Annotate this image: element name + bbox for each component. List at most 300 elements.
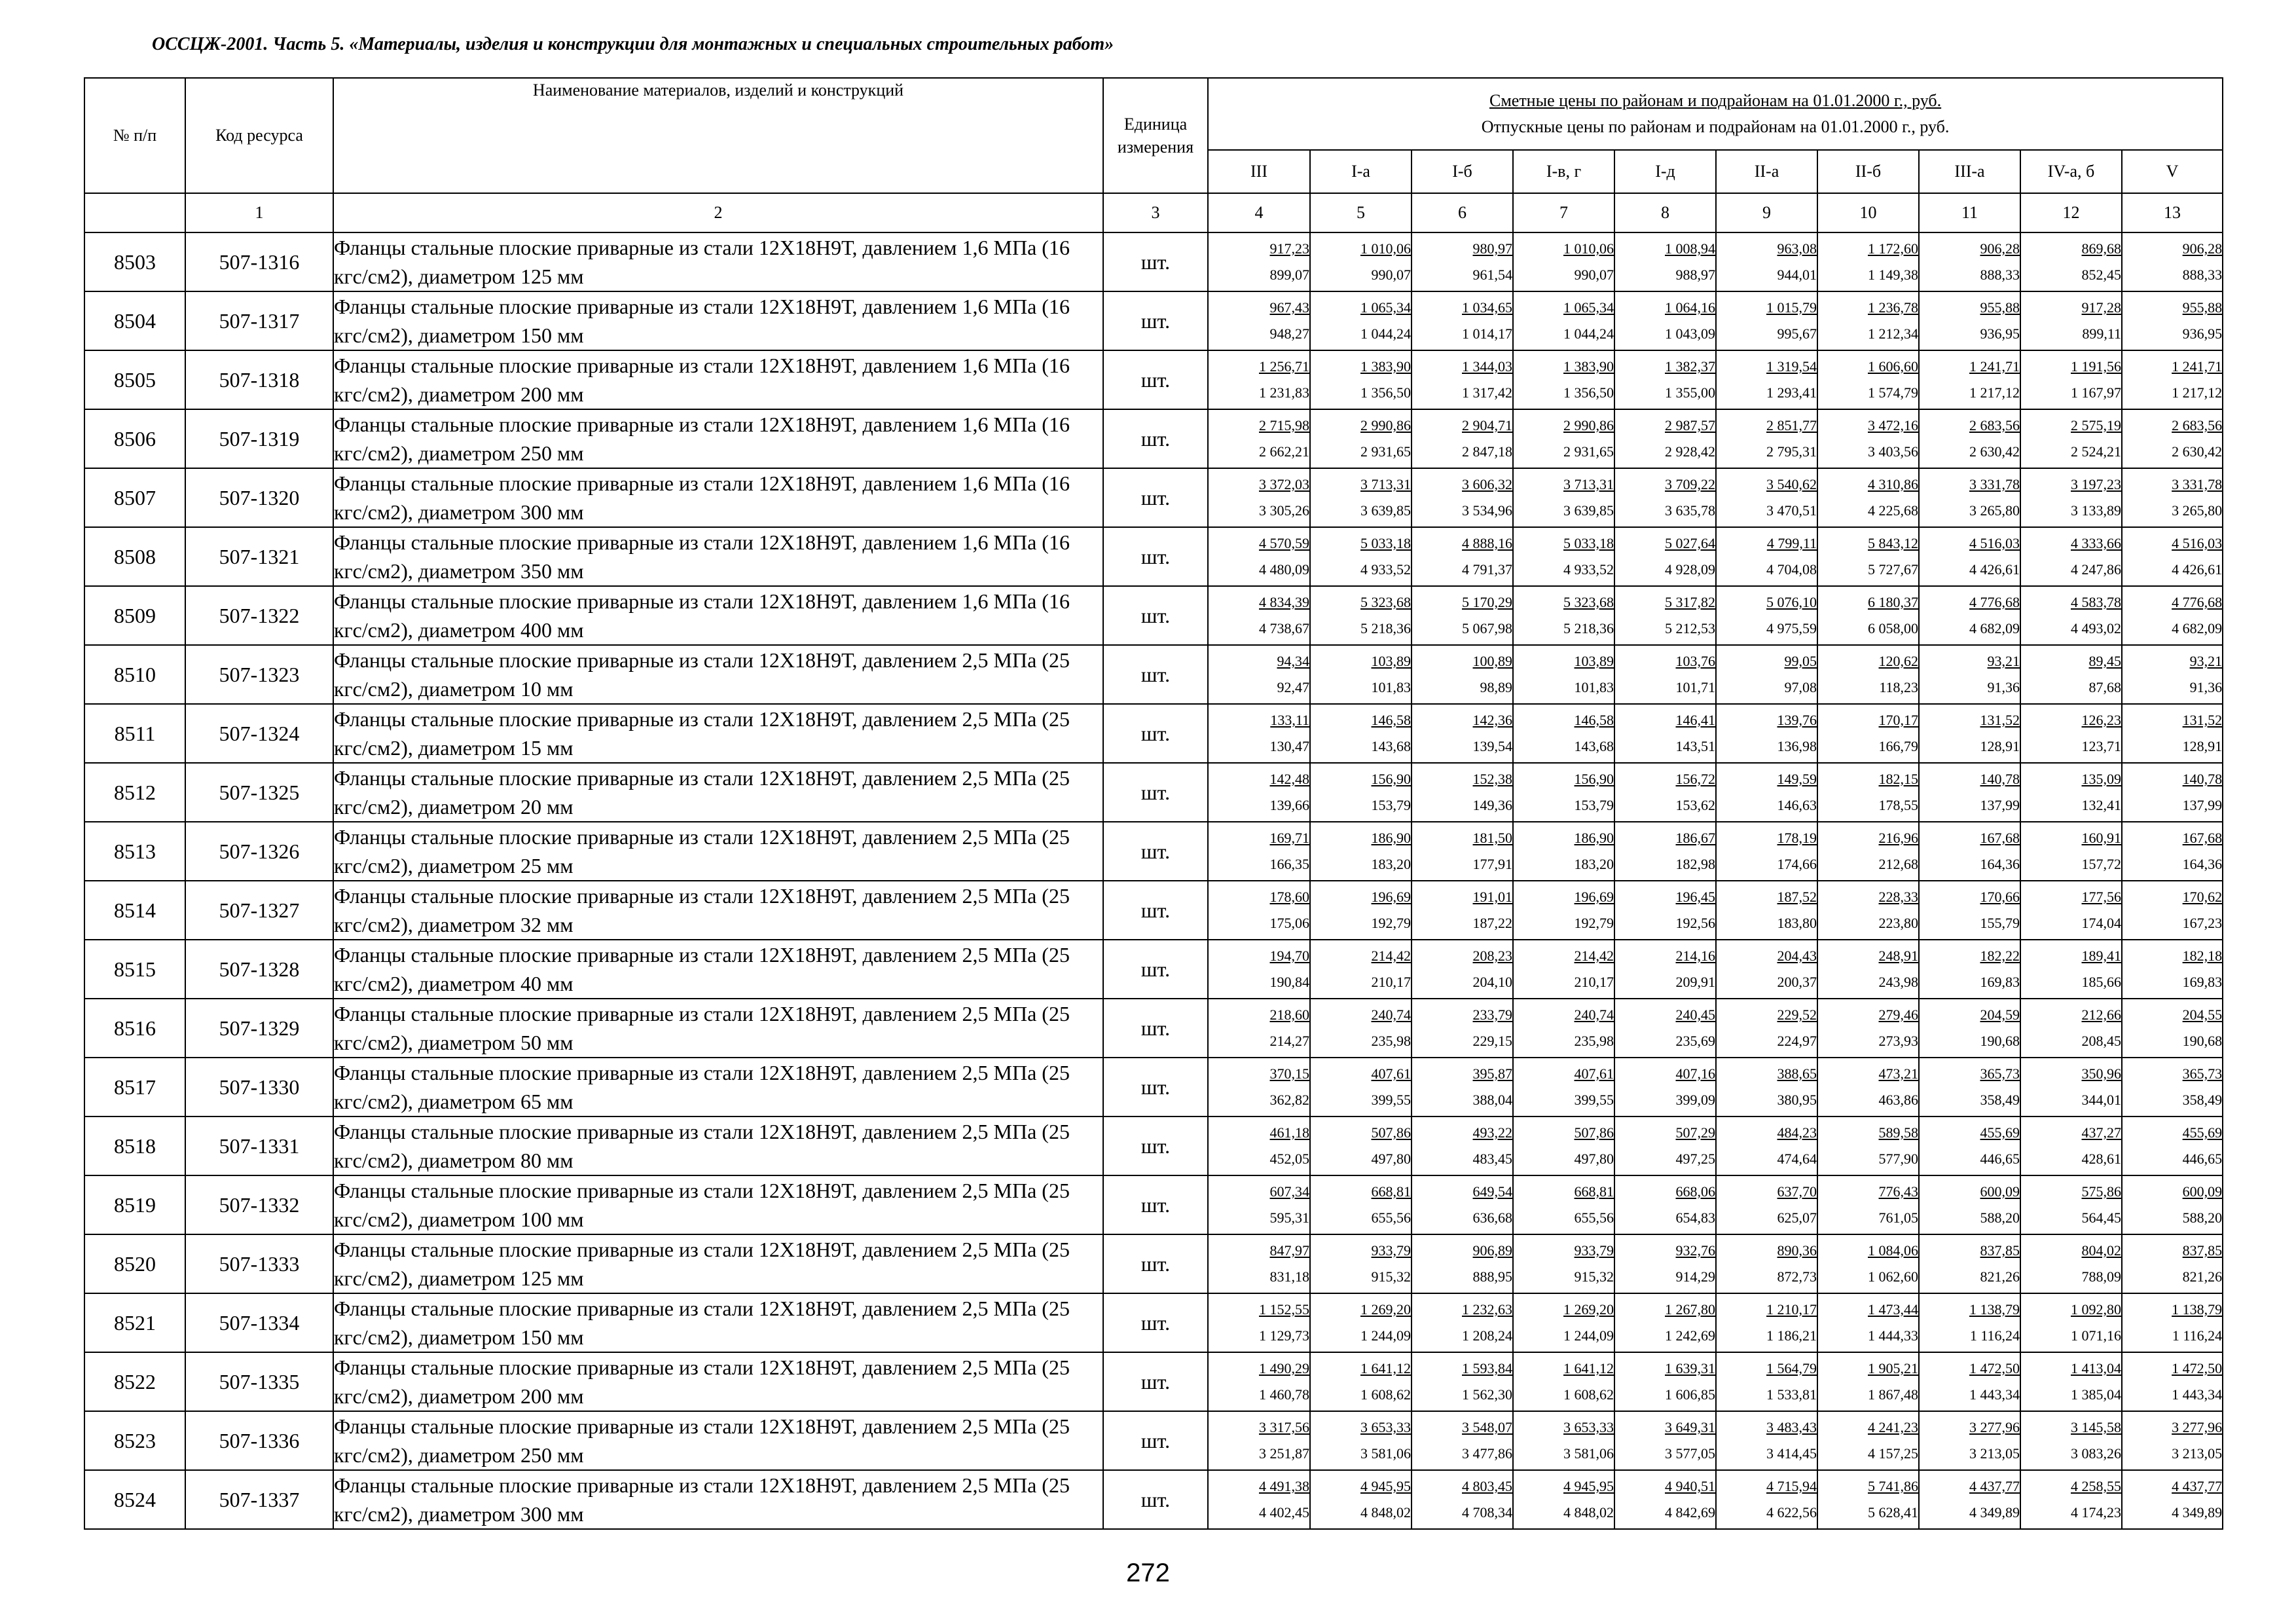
estimate-price: 1 232,63 (1462, 1301, 1512, 1318)
estimate-price: 178,60 (1269, 889, 1309, 905)
price-cell (2020, 1293, 2122, 1352)
price-cell (1919, 822, 2020, 881)
table-row (84, 940, 2223, 999)
estimate-price: 1 010,06 (1360, 240, 1411, 257)
release-price: 3 635,78 (1665, 502, 1715, 519)
estimate-price: 3 606,32 (1462, 476, 1512, 492)
column-number: 7 (1513, 193, 1614, 232)
release-price: 1 606,85 (1665, 1386, 1715, 1403)
release-price: 4 928,09 (1665, 561, 1715, 578)
estimate-price: 1 267,80 (1665, 1301, 1715, 1318)
release-price: 1 014,17 (1462, 325, 1512, 342)
release-price: 153,62 (1675, 797, 1715, 813)
resource-code: 507-1318 (185, 350, 333, 409)
estimate-price: 187,52 (1777, 889, 1817, 905)
release-price: 474,64 (1777, 1151, 1817, 1167)
price-cell (1614, 586, 1716, 645)
price-cell (1919, 232, 2020, 291)
release-price: 4 738,67 (1259, 620, 1309, 637)
price-cell (1310, 1411, 1412, 1470)
estimate-price: 507,29 (1675, 1124, 1715, 1141)
estimate-price: 955,88 (2182, 299, 2223, 316)
release-price: 1 608,62 (1360, 1386, 1411, 1403)
price-cell (1716, 645, 1817, 704)
table-row (84, 881, 2223, 940)
release-price: 988,97 (1675, 267, 1715, 283)
release-price: 1 186,21 (1766, 1327, 1817, 1344)
estimate-price: 146,58 (1371, 712, 1411, 728)
item-name: Фланцы стальные плоские приварные из стали 12Х18Н9Т, давлением 2,5 МПа (25 кгс/см2), диаметром 250 мм (333, 1411, 1103, 1470)
release-price: 2 931,65 (1563, 443, 1614, 460)
release-price: 4 480,09 (1259, 561, 1309, 578)
price-cell (2122, 999, 2223, 1058)
price-cell (1817, 940, 1919, 999)
release-price: 3 577,05 (1665, 1445, 1715, 1462)
estimate-price: 216,96 (1878, 830, 1918, 846)
release-price: 852,45 (2081, 267, 2121, 283)
estimate-price: 4 715,94 (1766, 1478, 1817, 1494)
estimate-price: 933,79 (1574, 1242, 1614, 1259)
release-price: 2 630,42 (1969, 443, 2020, 460)
estimate-price: 407,61 (1371, 1065, 1411, 1082)
row-number: 8506 (84, 409, 185, 468)
release-price: 4 622,56 (1766, 1504, 1817, 1521)
release-price: 192,79 (1574, 915, 1614, 931)
estimate-price: 4 945,95 (1563, 1478, 1614, 1494)
release-price: 182,98 (1675, 856, 1715, 872)
estimate-price: 103,76 (1675, 653, 1715, 669)
price-cell (1919, 763, 2020, 822)
row-number: 8515 (84, 940, 185, 999)
release-price: 588,20 (1980, 1209, 2020, 1226)
estimate-price: 103,89 (1371, 653, 1411, 669)
price-cell (1614, 704, 1716, 763)
estimate-price: 279,46 (1878, 1006, 1918, 1023)
estimate-price: 240,45 (1675, 1006, 1715, 1023)
release-price: 166,79 (1878, 738, 1918, 754)
price-cell (1513, 881, 1614, 940)
release-price: 4 682,09 (2172, 620, 2223, 637)
release-price: 1 244,09 (1360, 1327, 1411, 1344)
estimate-price: 135,09 (2081, 771, 2121, 787)
estimate-price: 1 344,03 (1462, 358, 1512, 375)
price-cell (1513, 586, 1614, 645)
price-cell (1412, 527, 1513, 586)
estimate-price: 1 191,56 (2071, 358, 2121, 375)
release-price: 101,71 (1675, 679, 1715, 695)
estimate-price: 131,52 (1980, 712, 2020, 728)
estimate-price: 142,48 (1269, 771, 1309, 787)
price-cell (1716, 468, 1817, 527)
release-price: 4 225,68 (1868, 502, 1918, 519)
release-price: 452,05 (1269, 1151, 1309, 1167)
release-price: 149,36 (1472, 797, 1512, 813)
estimate-price: 3 548,07 (1462, 1419, 1512, 1435)
price-cell (2020, 232, 2122, 291)
unit: шт. (1103, 409, 1208, 468)
release-price: 888,33 (1980, 267, 2020, 283)
release-price: 183,80 (1777, 915, 1817, 931)
price-cell (1513, 763, 1614, 822)
release-price: 1 244,09 (1563, 1327, 1614, 1344)
release-price: 3 251,87 (1259, 1445, 1309, 1462)
table-row (84, 586, 2223, 645)
resource-code: 507-1316 (185, 232, 333, 291)
price-cell (2122, 409, 2223, 468)
release-price: 3 470,51 (1766, 502, 1817, 519)
column-number: 8 (1614, 193, 1716, 232)
release-price: 91,36 (2189, 679, 2223, 695)
release-price: 185,66 (2081, 974, 2121, 990)
release-price: 3 639,85 (1360, 502, 1411, 519)
release-price: 497,80 (1574, 1151, 1614, 1167)
release-price: 3 581,06 (1563, 1445, 1614, 1462)
price-cell (1919, 940, 2020, 999)
price-cell (2020, 468, 2122, 527)
release-price: 4 402,45 (1259, 1504, 1309, 1521)
price-cell (1412, 409, 1513, 468)
release-price: 192,79 (1371, 915, 1411, 931)
table-row (84, 350, 2223, 409)
release-price: 178,55 (1878, 797, 1918, 813)
release-price: 380,95 (1777, 1092, 1817, 1108)
price-cell (2122, 704, 2223, 763)
estimate-price: 204,55 (2182, 1006, 2223, 1023)
price-cell (1310, 881, 1412, 940)
estimate-price: 3 713,31 (1563, 476, 1614, 492)
release-price: 1 444,33 (1868, 1327, 1918, 1344)
item-name: Фланцы стальные плоские приварные из стали 12Х18Н9Т, давлением 2,5 МПа (25 кгс/см2), диаметром 15 мм (333, 704, 1103, 763)
price-cell (1310, 1352, 1412, 1411)
release-price: 190,68 (1980, 1033, 2020, 1049)
price-cell (1310, 645, 1412, 704)
price-cell (1513, 1116, 1614, 1175)
unit: шт. (1103, 527, 1208, 586)
price-cell (1716, 1293, 1817, 1352)
price-cell (1513, 822, 1614, 881)
release-price: 1 212,34 (1868, 325, 1918, 342)
estimate-price: 233,79 (1472, 1006, 1512, 1023)
column-number: 1 (185, 193, 333, 232)
estimate-price: 600,09 (2182, 1183, 2223, 1200)
price-cell (1716, 232, 1817, 291)
release-price: 388,04 (1472, 1092, 1512, 1108)
estimate-price: 963,08 (1777, 240, 1817, 257)
table-row (84, 999, 2223, 1058)
release-price: 948,27 (1269, 325, 1309, 342)
estimate-price: 204,43 (1777, 948, 1817, 964)
price-cell (1412, 1116, 1513, 1175)
release-price: 654,83 (1675, 1209, 1715, 1226)
row-number: 8512 (84, 763, 185, 822)
release-price: 132,41 (2081, 797, 2121, 813)
price-cell (1919, 1352, 2020, 1411)
estimate-price: 2 990,86 (1563, 417, 1614, 434)
release-price: 1 044,24 (1360, 325, 1411, 342)
row-number: 8516 (84, 999, 185, 1058)
estimate-price: 99,05 (1784, 653, 1817, 669)
price-cell (1919, 1058, 2020, 1116)
estimate-price: 1 383,90 (1360, 358, 1411, 375)
price-cell (1817, 291, 1919, 350)
table-row (84, 1058, 2223, 1116)
price-cell (2122, 1058, 2223, 1116)
estimate-price: 1 256,71 (1259, 358, 1309, 375)
estimate-price: 5 323,68 (1563, 594, 1614, 610)
release-price: 428,61 (2081, 1151, 2121, 1167)
release-price: 788,09 (2081, 1268, 2121, 1285)
table-row (84, 763, 2223, 822)
estimate-price: 1 382,37 (1665, 358, 1715, 375)
price-cell (1513, 527, 1614, 586)
header-district: I-а (1310, 150, 1412, 193)
price-cell (1412, 822, 1513, 881)
release-price: 5 218,36 (1563, 620, 1614, 637)
estimate-price: 2 683,56 (1969, 417, 2020, 434)
price-cell (1208, 999, 1310, 1058)
release-price: 183,20 (1574, 856, 1614, 872)
row-number: 8509 (84, 586, 185, 645)
release-price: 1 116,24 (2172, 1327, 2223, 1344)
price-cell (1513, 1411, 1614, 1470)
release-price: 4 426,61 (2172, 561, 2223, 578)
price-cell (1208, 1352, 1310, 1411)
row-number: 8514 (84, 881, 185, 940)
price-cell (1208, 586, 1310, 645)
header-district: V (2122, 150, 2223, 193)
running-head: ОССЦЖ-2001. Часть 5. «Материалы, изделия и конструкции для монтажных и специальных строительных работ» (152, 34, 1114, 54)
estimate-price: 407,16 (1675, 1065, 1715, 1082)
release-price: 358,49 (1980, 1092, 2020, 1108)
estimate-price: 1 010,06 (1563, 240, 1614, 257)
resource-code: 507-1336 (185, 1411, 333, 1470)
release-price: 5 727,67 (1868, 561, 1918, 578)
price-cell (1817, 822, 1919, 881)
item-name: Фланцы стальные плоские приварные из стали 12Х18Н9Т, давлением 2,5 МПа (25 кгс/см2), диаметром 150 мм (333, 1293, 1103, 1352)
release-price: 166,35 (1269, 856, 1309, 872)
estimate-price: 1 084,06 (1868, 1242, 1918, 1259)
unit: шт. (1103, 940, 1208, 999)
price-cell (1310, 1470, 1412, 1529)
price-cell (1716, 527, 1817, 586)
price-cell (2122, 940, 2223, 999)
release-price: 463,86 (1878, 1092, 1918, 1108)
estimate-price: 5 027,64 (1665, 535, 1715, 551)
release-price: 4 247,86 (2071, 561, 2121, 578)
column-number: 4 (1208, 193, 1310, 232)
estimate-price: 4 803,45 (1462, 1478, 1512, 1494)
release-price: 1 242,69 (1665, 1327, 1715, 1344)
release-price: 4 349,89 (2172, 1504, 2223, 1521)
unit: шт. (1103, 763, 1208, 822)
estimate-price: 1 034,65 (1462, 299, 1512, 316)
estimate-price: 437,27 (2081, 1124, 2121, 1141)
price-cell (1310, 1058, 1412, 1116)
estimate-price: 93,21 (2189, 653, 2223, 669)
column-number: 11 (1919, 193, 2020, 232)
price-cell (1412, 586, 1513, 645)
release-price: 235,69 (1675, 1033, 1715, 1049)
release-price: 98,89 (1480, 679, 1512, 695)
estimate-price: 1 138,79 (2172, 1301, 2223, 1318)
header-name: Наименование материалов, изделий и конструкций (333, 78, 1103, 193)
price-cell (1412, 763, 1513, 822)
estimate-price: 1 241,71 (2172, 358, 2223, 375)
release-price: 1 385,04 (2071, 1386, 2121, 1403)
release-price: 97,08 (1784, 679, 1817, 695)
price-cell (1208, 1411, 1310, 1470)
release-price: 1 167,97 (2071, 384, 2121, 401)
item-name: Фланцы стальные плоские приварные из стали 12Х18Н9Т, давлением 1,6 МПа (16 кгс/см2), диаметром 200 мм (333, 350, 1103, 409)
price-cell (1310, 1234, 1412, 1293)
table-row (84, 704, 2223, 763)
price-cell (1919, 350, 2020, 409)
release-price: 169,83 (2182, 974, 2223, 990)
estimate-price: 1 905,21 (1868, 1360, 1918, 1376)
price-cell (2122, 1411, 2223, 1470)
estimate-price: 600,09 (1980, 1183, 2020, 1200)
price-cell (1412, 1470, 1513, 1529)
release-price: 153,79 (1371, 797, 1411, 813)
release-price: 5 628,41 (1868, 1504, 1918, 1521)
price-cell (1310, 527, 1412, 586)
estimate-price: 170,66 (1980, 889, 2020, 905)
estimate-price: 214,16 (1675, 948, 1715, 964)
price-cell (1513, 409, 1614, 468)
estimate-price: 4 241,23 (1868, 1419, 1918, 1435)
row-number: 8523 (84, 1411, 185, 1470)
price-cell (1919, 1116, 2020, 1175)
price-cell (1614, 232, 1716, 291)
row-number: 8521 (84, 1293, 185, 1352)
estimate-price: 2 851,77 (1766, 417, 1817, 434)
release-price: 190,84 (1269, 974, 1309, 990)
release-price: 6 058,00 (1868, 620, 1918, 637)
estimate-price: 100,89 (1472, 653, 1512, 669)
price-cell (2020, 1234, 2122, 1293)
unit: шт. (1103, 704, 1208, 763)
price-cell (1817, 1116, 1919, 1175)
item-name: Фланцы стальные плоские приварные из стали 12Х18Н9Т, давлением 1,6 МПа (16 кгс/см2), диаметром 400 мм (333, 586, 1103, 645)
estimate-price: 240,74 (1371, 1006, 1411, 1023)
release-price: 192,56 (1675, 915, 1715, 931)
row-number: 8508 (84, 527, 185, 586)
release-price: 588,20 (2182, 1209, 2223, 1226)
release-price: 446,65 (1980, 1151, 2020, 1167)
estimate-price: 5 033,18 (1360, 535, 1411, 551)
estimate-price: 2 987,57 (1665, 417, 1715, 434)
price-cell (1716, 350, 1817, 409)
estimate-price: 3 653,33 (1360, 1419, 1411, 1435)
price-cell (2122, 1470, 2223, 1529)
release-price: 212,68 (1878, 856, 1918, 872)
price-cell (1817, 468, 1919, 527)
estimate-price: 1 564,79 (1766, 1360, 1817, 1376)
estimate-price: 177,56 (2081, 889, 2121, 905)
estimate-price: 668,81 (1371, 1183, 1411, 1200)
price-cell (1919, 291, 2020, 350)
estimate-price: 3 277,96 (1969, 1419, 2020, 1435)
column-number: 5 (1310, 193, 1412, 232)
release-price: 1 149,38 (1868, 267, 1918, 283)
estimate-price: 1 241,71 (1969, 358, 2020, 375)
price-cell (1208, 1116, 1310, 1175)
release-price: 1 231,83 (1259, 384, 1309, 401)
price-cell (1817, 1352, 1919, 1411)
table-row (84, 1175, 2223, 1234)
estimate-price: 407,61 (1574, 1065, 1614, 1082)
release-price: 3 305,26 (1259, 502, 1309, 519)
estimate-price: 4 940,51 (1665, 1478, 1715, 1494)
price-cell (1412, 232, 1513, 291)
price-cell (2020, 763, 2122, 822)
item-name: Фланцы стальные плоские приварные из стали 12Х18Н9Т, давлением 2,5 МПа (25 кгс/см2), диаметром 10 мм (333, 645, 1103, 704)
estimate-price: 776,43 (1878, 1183, 1918, 1200)
price-cell (1716, 1175, 1817, 1234)
estimate-price: 1 065,34 (1360, 299, 1411, 316)
resource-code: 507-1326 (185, 822, 333, 881)
price-cell (2122, 645, 2223, 704)
item-name: Фланцы стальные плоские приварные из стали 12Х18Н9Т, давлением 2,5 МПа (25 кгс/см2), диаметром 125 мм (333, 1234, 1103, 1293)
release-price: 235,98 (1371, 1033, 1411, 1049)
price-cell (1208, 940, 1310, 999)
price-cell (1513, 1175, 1614, 1234)
estimate-price: 196,45 (1675, 889, 1715, 905)
estimate-price: 156,90 (1371, 771, 1411, 787)
price-cell (2020, 881, 2122, 940)
estimate-price: 3 331,78 (2172, 476, 2223, 492)
resource-code: 507-1332 (185, 1175, 333, 1234)
item-name: Фланцы стальные плоские приварные из стали 12Х18Н9Т, давлением 2,5 МПа (25 кгс/см2), диаметром 65 мм (333, 1058, 1103, 1116)
release-price: 888,95 (1472, 1268, 1512, 1285)
price-cell (1716, 409, 1817, 468)
release-price: 831,18 (1269, 1268, 1309, 1285)
unit: шт. (1103, 1293, 1208, 1352)
release-price: 164,36 (1980, 856, 2020, 872)
price-cell (1817, 527, 1919, 586)
estimate-price: 3 483,43 (1766, 1419, 1817, 1435)
release-price: 4 426,61 (1969, 561, 2020, 578)
estimate-price: 455,69 (1980, 1124, 2020, 1141)
release-price: 128,91 (2182, 738, 2223, 754)
price-cell (1513, 232, 1614, 291)
row-number: 8503 (84, 232, 185, 291)
estimate-price: 637,70 (1777, 1183, 1817, 1200)
release-price: 4 848,02 (1360, 1504, 1411, 1521)
estimate-price: 1 092,80 (2071, 1301, 2121, 1318)
release-price: 655,56 (1371, 1209, 1411, 1226)
release-price: 564,45 (2081, 1209, 2121, 1226)
header-num: № п/п (84, 78, 185, 193)
estimate-price: 1 065,34 (1563, 299, 1614, 316)
resource-code: 507-1337 (185, 1470, 333, 1529)
release-price: 362,82 (1269, 1092, 1309, 1108)
estimate-price: 149,59 (1777, 771, 1817, 787)
price-cell (1412, 940, 1513, 999)
price-cell (1513, 1234, 1614, 1293)
estimate-price: 3 653,33 (1563, 1419, 1614, 1435)
price-cell (1412, 1411, 1513, 1470)
price-cell (1817, 763, 1919, 822)
estimate-price: 3 540,62 (1766, 476, 1817, 492)
release-price: 4 157,25 (1868, 1445, 1918, 1462)
row-number: 8504 (84, 291, 185, 350)
release-price: 4 848,02 (1563, 1504, 1614, 1521)
release-price: 899,07 (1269, 267, 1309, 283)
estimate-price: 2 715,98 (1259, 417, 1309, 434)
estimate-price: 146,58 (1574, 712, 1614, 728)
release-price: 1 116,24 (1969, 1327, 2020, 1344)
